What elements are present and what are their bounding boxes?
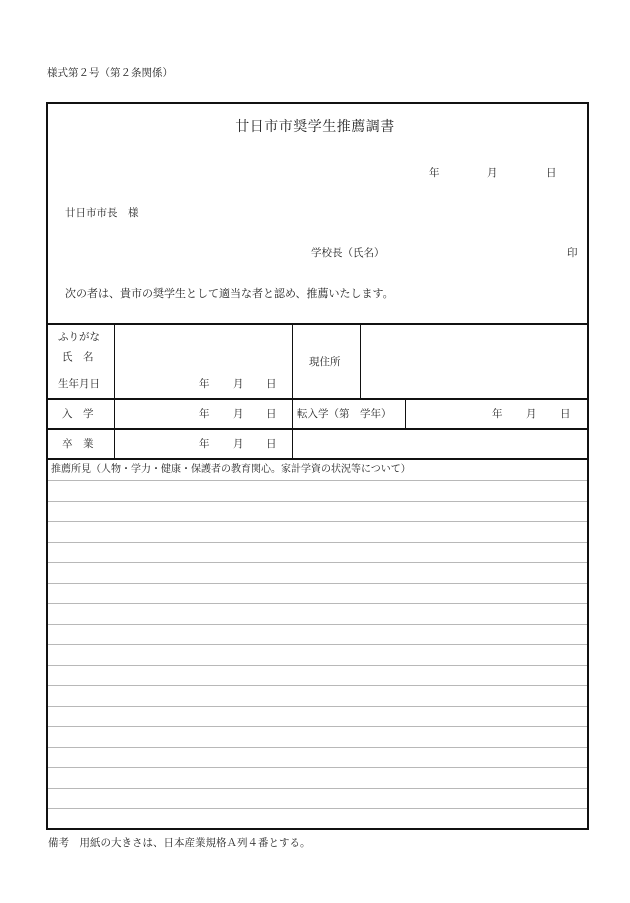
addressee: 廿日市市長 様 — [65, 207, 139, 219]
divider-graduate — [46, 458, 589, 460]
enroll-label: 入 学 — [62, 408, 94, 420]
col-line-transfer — [405, 399, 406, 429]
graduate-year-label: 年 — [199, 438, 210, 450]
birthdate-label: 生年月日 — [58, 378, 100, 390]
writing-line — [48, 542, 587, 543]
birth-month-label: 月 — [233, 378, 244, 390]
writing-line — [48, 706, 587, 707]
writing-line — [48, 726, 587, 727]
transfer-month-label: 月 — [526, 408, 537, 420]
col-line-middle — [292, 324, 293, 458]
birth-day-label: 日 — [266, 378, 277, 390]
transfer-label: 転入学（第 学年） — [297, 408, 392, 420]
writing-line — [48, 480, 587, 481]
transfer-year-label: 年 — [492, 408, 503, 420]
writing-line — [48, 583, 587, 584]
writing-line — [48, 644, 587, 645]
recommendation-statement: 次の者は、貴市の奨学生として適当な者と認め、推薦いたします。 — [65, 287, 394, 300]
writing-line — [48, 747, 587, 748]
graduate-label: 卒 業 — [62, 438, 94, 450]
divider-header — [46, 323, 589, 325]
col-line-address — [360, 324, 361, 399]
enroll-month-label: 月 — [233, 408, 244, 420]
writing-line — [48, 562, 587, 563]
writing-line — [48, 624, 587, 625]
writing-line — [48, 665, 587, 666]
principal-name-label: 学校長（氏名） — [311, 247, 385, 259]
col-line-label — [114, 324, 115, 458]
writing-line — [48, 521, 587, 522]
seal-mark: 印 — [567, 247, 578, 259]
date-month-label: 月 — [487, 167, 498, 179]
transfer-day-label: 日 — [560, 408, 571, 420]
writing-line — [48, 603, 587, 604]
opinion-label: 推薦所見（人物・学力・健康・保護者の教育関心。家計学資の状況等について） — [51, 464, 411, 475]
graduate-month-label: 月 — [233, 438, 244, 450]
form-number-label: 様式第２号（第２条関係） — [47, 67, 173, 79]
name-label: 氏 名 — [62, 351, 94, 363]
divider-enroll — [46, 428, 589, 430]
furigana-label: ふりがな — [58, 331, 100, 343]
enroll-day-label: 日 — [266, 408, 277, 420]
date-year-label: 年 — [429, 167, 440, 179]
graduate-day-label: 日 — [266, 438, 277, 450]
writing-line — [48, 501, 587, 502]
writing-line — [48, 788, 587, 789]
divider-student — [46, 398, 589, 400]
writing-line — [48, 767, 587, 768]
writing-line — [48, 808, 587, 809]
date-day-label: 日 — [546, 167, 557, 179]
writing-line — [48, 685, 587, 686]
enroll-year-label: 年 — [199, 408, 210, 420]
form-title: 廿日市市奨学生推薦調書 — [235, 119, 395, 135]
birth-year-label: 年 — [199, 378, 210, 390]
address-label: 現住所 — [309, 356, 341, 368]
footnote: 備考 用紙の大きさは、日本産業規格Ａ列４番とする。 — [48, 837, 311, 849]
